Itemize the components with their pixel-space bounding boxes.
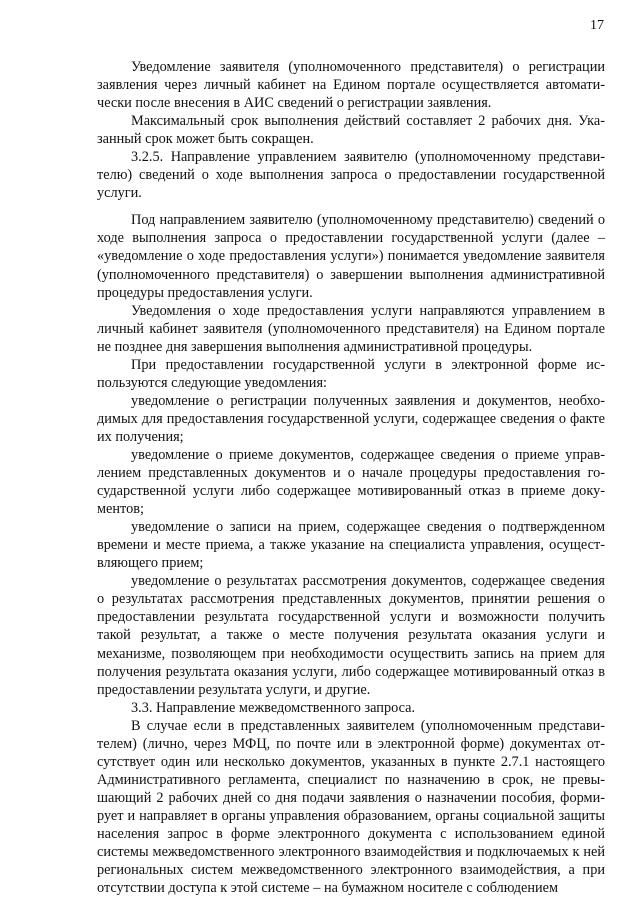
- list-item: уведомление о регистрации полученных заявления и документов, необходимых для предоставления государственной услуги, содержащее сведения о факте их получения;: [97, 392, 605, 445]
- list-item: уведомление о приеме документов, содержащее сведения о приеме управлением представленных документов и о начале процедуры предоставления государственной услуги либо содержащее мотивированный отказ в приеме документов;: [97, 446, 605, 518]
- paragraph: Уведомление заявителя (уполномоченного представителя) о регистрации заявления через личный кабинет на Едином портале осуществляется автоматически после внесения в АИС сведений о регистрации заявления.: [97, 59, 605, 112]
- body-text: [97, 58, 605, 897]
- paragraph: 3.2.5. Направление управлением заявителю (уполномоченному представителю) сведений о ходе выполнения запроса о предоставлении государственной услуги.: [97, 149, 605, 202]
- list-item: уведомление о записи на прием, содержащее сведения о подтвержденном времени и месте приема, а также указание на специалиста управления, осуществляющего прием;: [97, 519, 605, 572]
- paragraph: При предоставлении государственной услуги в электронной форме используются следующие уведомления:: [97, 356, 605, 391]
- paragraph: Под направлением заявителю (уполномоченному представителю) сведений о ходе выполнения запроса о предоставлении государственной услуги (далее – «уведомление о ходе предоставления услуги») понимается уведомление заявителя (уполномоченного представителя) о завершении выполнения административной процедуры предоставления услуги.: [97, 212, 605, 301]
- section-heading: 3.3. Направление межведомственного запроса.: [131, 699, 416, 716]
- paragraph: Уведомления о ходе предоставления услуги направляются управлением в личный кабинет заявителя (уполномоченного представителя) на Едином портале не позднее дня завершения выполнения административной процедуры.: [97, 302, 605, 355]
- page-number: 17: [590, 18, 604, 33]
- paragraph: Максимальный срок выполнения действий составляет 2 рабочих дня. Указанный срок может быть сокращен.: [97, 113, 605, 148]
- paragraph: В случае если в представленных заявителем (уполномоченным представителем) (лично, через МФЦ, по почте или в электронной форме) документах отсутствует один или несколько документов, указанных в пункте 2.7.1 настоящего Административного регламента, специалист по назначению в срок, не превышающий 2 рабочих дней со дня подачи заявления о назначении пособия, формирует и направляет в органы управления образованием, органы социальной защиты населения запрос в форме электронного документа с использованием единой системы межведомственного электронного взаимодействия и подключаемых к ней региональных систем межведомственного электронного взаимодействия, а при отсутствии доступа к этой системе – на бумажном носителе с соблюдением: [97, 717, 605, 897]
- list-item: уведомление о результатах рассмотрения документов, содержащее сведения о результатах рассмотрения представленных документов, принятии решения о предоставлении результата государственной услуги и возможности получить такой результат, а также о месте получения результата оказания услуги и механизме, позволяющем при необходимости осуществить запись на прием для получения результата оказания услуги, либо содержащее мотивированный отказ в предоставлении результата услуги, и другие.: [97, 573, 605, 698]
